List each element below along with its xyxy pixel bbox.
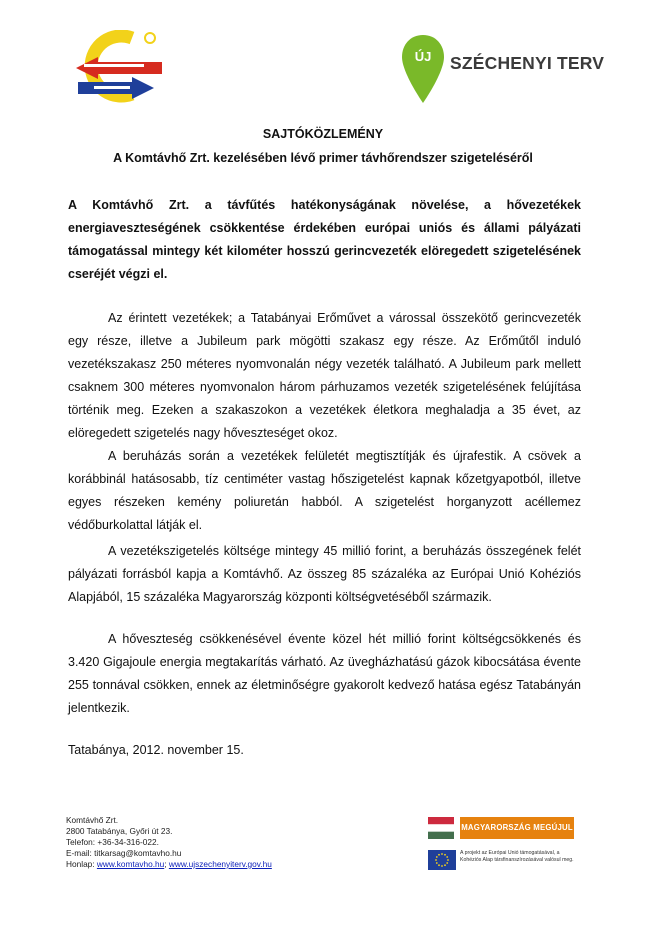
body-paragraph: A beruházás során a vezetékek felületét megtisztítják és újrafestik. A csövek a korábbinál hatásosabb, tíz centiméter vastag hőszigetelést kapnak kőzetgyapotból, illetve egyes részeken kemény poliuretán habból. A szigetelést horganyzott acéllemez védőburkolattal látják el. [68, 449, 581, 532]
szechenyi-terv-logo [400, 33, 625, 105]
body-paragraph: A hőveszteség csökkenésével évente közel hét millió forint költségcsökkenés és 3.420 Gigajoule energia megtakarítás várható. Az üvegházhatású gázok kibocsátása évente 255 tonnával csökken, ennek az életminőségre gyakorolt kedvező hatása egész Tatabányán jelentkezik. [68, 632, 581, 715]
footer-company: Komtávhő Zrt. [66, 815, 119, 825]
szechenyi-terv-wordmark: SZÉCHENYI TERV [450, 53, 605, 73]
uj-pin-icon [400, 33, 446, 105]
footer-web-separator: ; [164, 859, 169, 869]
magyarorszag-megujul-badge [420, 800, 580, 880]
footer-web-prefix: Honlap: [66, 859, 97, 869]
uj-pin-text: ÚJ [414, 49, 432, 64]
komtavho-logo [70, 30, 170, 105]
dateline: Tatabánya, 2012. november 15. [68, 743, 244, 757]
eu-flag-icon [428, 850, 456, 870]
szechenyi-link[interactable]: www.ujszechenyiterv.gov.hu [168, 859, 272, 869]
komtavho-link[interactable]: www.komtavho.hu [96, 859, 165, 869]
funding-text: A projekt az Európai Unió támogatásával, a Kohéziós Alap társfinanszírozásával valósul meg. [460, 850, 574, 863]
lead-paragraph: A Komtávhő Zrt. a távfűtés hatékonyságának növelése, a hővezetékek energiaveszteségének csökkentése érdekében európai uniós és állami pályázati támogatással mintegy két kilométer hosszú gerincvezeték elöregedett szigetelésének cseréjét végzi el. [68, 198, 581, 281]
megujul-banner: MAGYARORSZÁG MEGÚJUL [460, 817, 574, 839]
body-paragraph: Az érintett vezetékek; a Tatabányai Erőművet a várossal összekötő gerincvezeték egy része, illetve a Jubileum park mögötti szakasz egy része. Az Erőműtől induló vezetékszakasz 250 méteres nyomvonalán négy vezeték található. A Jubileum park mellett csaknem 300 méteres nyomvonalon három párhuzamos vezeték szigetelésének felújítása történik meg. Ezeken a szakaszokon a vezetékek életkora meghaladja a 35 évet, az elöregedett szigetelés nagy hőveszteséget okoz. [68, 311, 581, 440]
body-paragraph: A vezetékszigetelés költsége mintegy 45 millió forint, a beruházás összegének felét pályázati forrásból kapja a Komtávhő. Az összeg 85 százaléka az Európai Unió Kohéziós Alapjából, 15 százaléka Magyarország központi költségvetéséből származik. [68, 544, 581, 604]
document-subtitle: A Komtávhő Zrt. kezelésében lévő primer távhőrendszer szigeteléséről [113, 151, 533, 165]
footer-address: 2800 Tatabánya, Győri út 23. [66, 826, 173, 836]
footer-phone: Telefon: +36-34-316-022. [66, 837, 159, 847]
footer-email: E-mail: titkarsag@komtavho.hu [66, 848, 182, 858]
hungarian-flag-icon [428, 817, 454, 839]
document-title: SAJTÓKÖZLEMÉNY [262, 127, 384, 141]
footer-contact [66, 815, 272, 870]
footer-web [66, 859, 272, 870]
